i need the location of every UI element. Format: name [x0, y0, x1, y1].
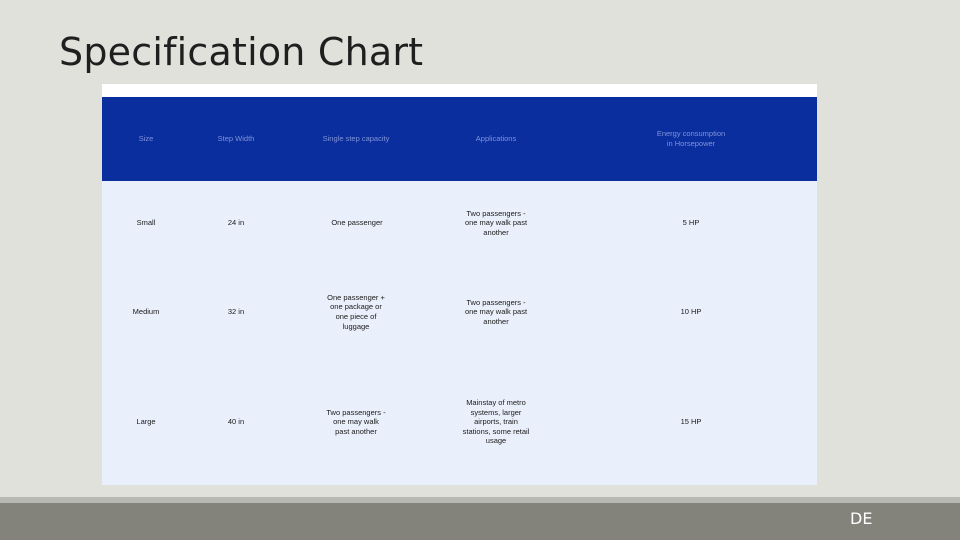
table-cell: 10 HP	[680, 307, 702, 317]
footer-bar	[0, 503, 960, 540]
header-size: Size	[138, 134, 154, 144]
header-applications: Applications	[475, 134, 517, 144]
specification-table	[102, 84, 817, 485]
table-cell: 32 in	[227, 307, 245, 317]
header-energy: Energy consumption in Horsepower	[656, 129, 726, 148]
table-cell: Medium	[132, 307, 160, 317]
table-cell: Two passengers - one may walk past another	[326, 407, 386, 436]
table-header-row	[102, 97, 817, 181]
table-cell: Two passengers - one may walk past another	[464, 297, 528, 326]
table-top-strip	[102, 84, 817, 97]
footer-label: DE	[850, 509, 873, 528]
table-cell: 40 in	[227, 417, 245, 427]
header-step-width: Step Width	[217, 134, 255, 144]
table-cell: One passenger + one package or one piece of luggage	[327, 292, 385, 331]
table-cell: Large	[136, 417, 156, 427]
table-cell: 24 in	[227, 218, 245, 228]
header-step-capacity: Single step capacity	[322, 134, 390, 144]
table-cell: Two passengers - one may walk past another	[464, 208, 528, 237]
table-cell: Mainstay of metro systems, larger airports, train stations, some retail usage	[462, 398, 530, 446]
table-cell: 5 HP	[682, 218, 700, 228]
table-cell: 15 HP	[680, 417, 702, 427]
table-cell: Small	[136, 218, 156, 228]
table-cell: One passenger	[331, 218, 383, 228]
slide-title: Specification Chart	[59, 30, 424, 74]
